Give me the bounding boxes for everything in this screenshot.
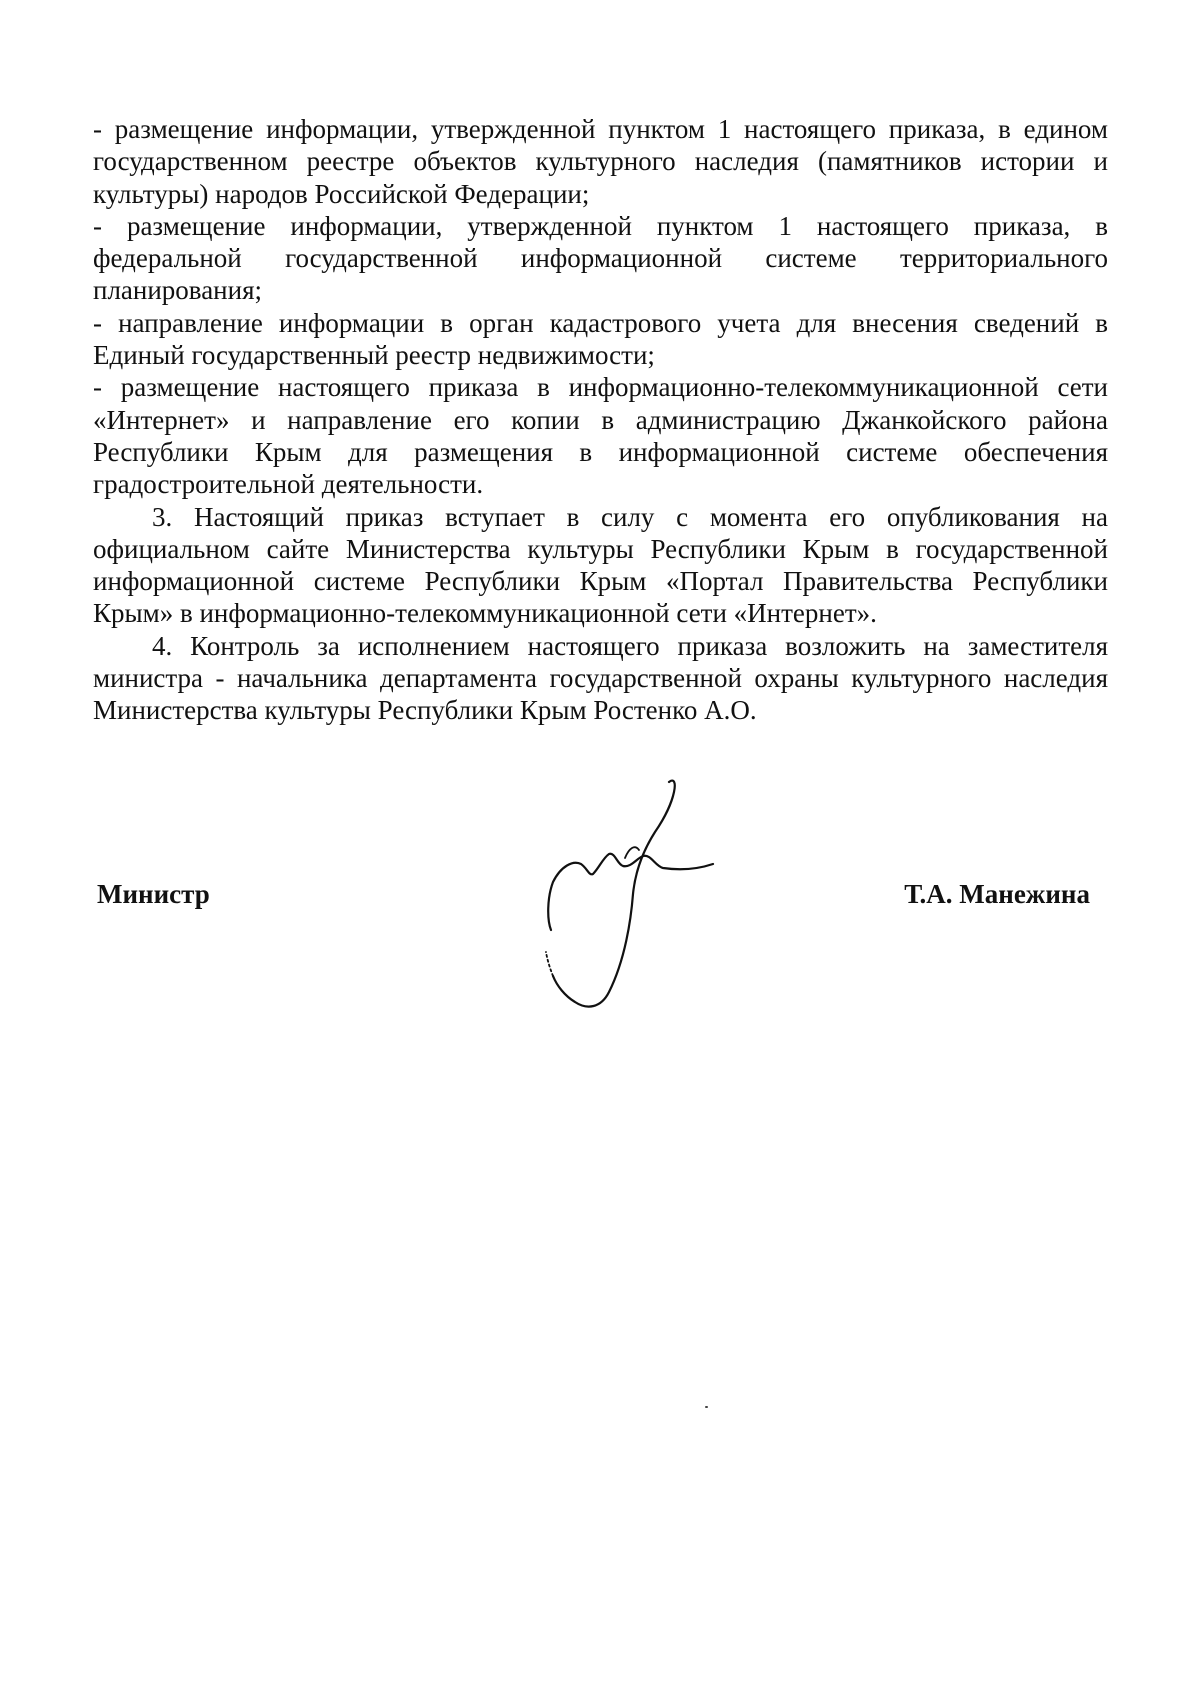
paragraph-planning-system-placement: - размещение информации, утвержденной пунктом 1 настоящего приказа, в федеральной государственной информационной системе территориального планирования; (93, 210, 1108, 306)
handwritten-signature (545, 770, 745, 1015)
paragraph-registry-placement: - размещение информации, утвержденной пунктом 1 настоящего приказа, в едином государственном реестре объектов культурного наследия (памятников истории и культуры) народов Российской Федерации; (93, 114, 1108, 209)
paragraph-clause-3: 3. Настоящий приказ вступает в силу с момента его опубликования на официальном сайте Министерства культуры Республики Крым в государственной информационной системе Республики Крым «Портал Правительства Республики Крым» в информационно-телекоммуникационной сети «Интернет». (93, 501, 1108, 629)
document-body (93, 113, 1108, 727)
paragraph-internet-publication: - размещение настоящего приказа в информационно-телекоммуникационной сети «Интернет» и направление его копии в администрацию Джанкойского района Республики Крым для размещения в информационной системе обеспечения градостроительной деятельности. (93, 372, 1108, 500)
paragraph-cadastral-notice: - направление информации в орган кадастрового учета для внесения сведений в Единый государственный реестр недвижимости; (93, 307, 1108, 371)
signatory-title: Министр (97, 879, 210, 909)
paragraph-clause-4: 4. Контроль за исполнением настоящего приказа возложить на заместителя министра - начальника департамента государственной охраны культурного наследия Министерства культуры Республики Крым Ростенко А.О. (93, 630, 1108, 726)
scan-speck (705, 1406, 708, 1408)
signatory-name: Т.А. Манежина (904, 879, 1090, 909)
